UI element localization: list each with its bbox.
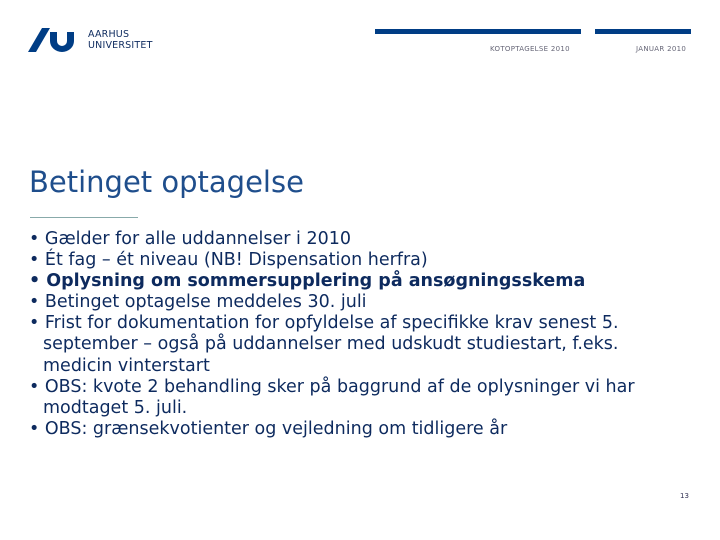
logo-line-2: UNIVERSITET: [88, 40, 153, 51]
bullet-item: • Gælder for alle uddannelser i 2010: [29, 229, 709, 250]
slide-title: Betinget optagelse: [29, 165, 304, 199]
bullet-list: [29, 229, 709, 440]
bullet-item: • Frist for dokumentation for opfyldelse af specifikke krav senest 5. september – også på uddannelser med udskudt studiestart, f.eks. medicin vinterstart: [29, 313, 709, 376]
bullet-item: • Betinget optagelse meddeles 30. juli: [29, 292, 709, 313]
university-name: [88, 29, 153, 51]
header-date-label: JANUAR 2010: [636, 45, 687, 53]
title-divider: [30, 217, 138, 218]
header-section-label: KOTOPTAGELSE 2010: [490, 45, 570, 53]
logo-line-1: AARHUS: [88, 29, 130, 40]
header-bar-section: [375, 29, 581, 34]
header-bar-date: [595, 29, 691, 34]
bullet-item: • Ét fag – ét niveau (NB! Dispensation herfra): [29, 250, 709, 271]
page-number: 13: [680, 492, 689, 500]
aarhus-university-logo-icon: [28, 28, 76, 52]
bullet-item: • OBS: grænsekvotienter og vejledning om tidligere år: [29, 419, 709, 440]
bullet-item: • Oplysning om sommersupplering på ansøgningsskema: [29, 271, 709, 292]
bullet-item: • OBS: kvote 2 behandling sker på baggrund af de oplysninger vi har modtaget 5. juli.: [29, 377, 709, 419]
